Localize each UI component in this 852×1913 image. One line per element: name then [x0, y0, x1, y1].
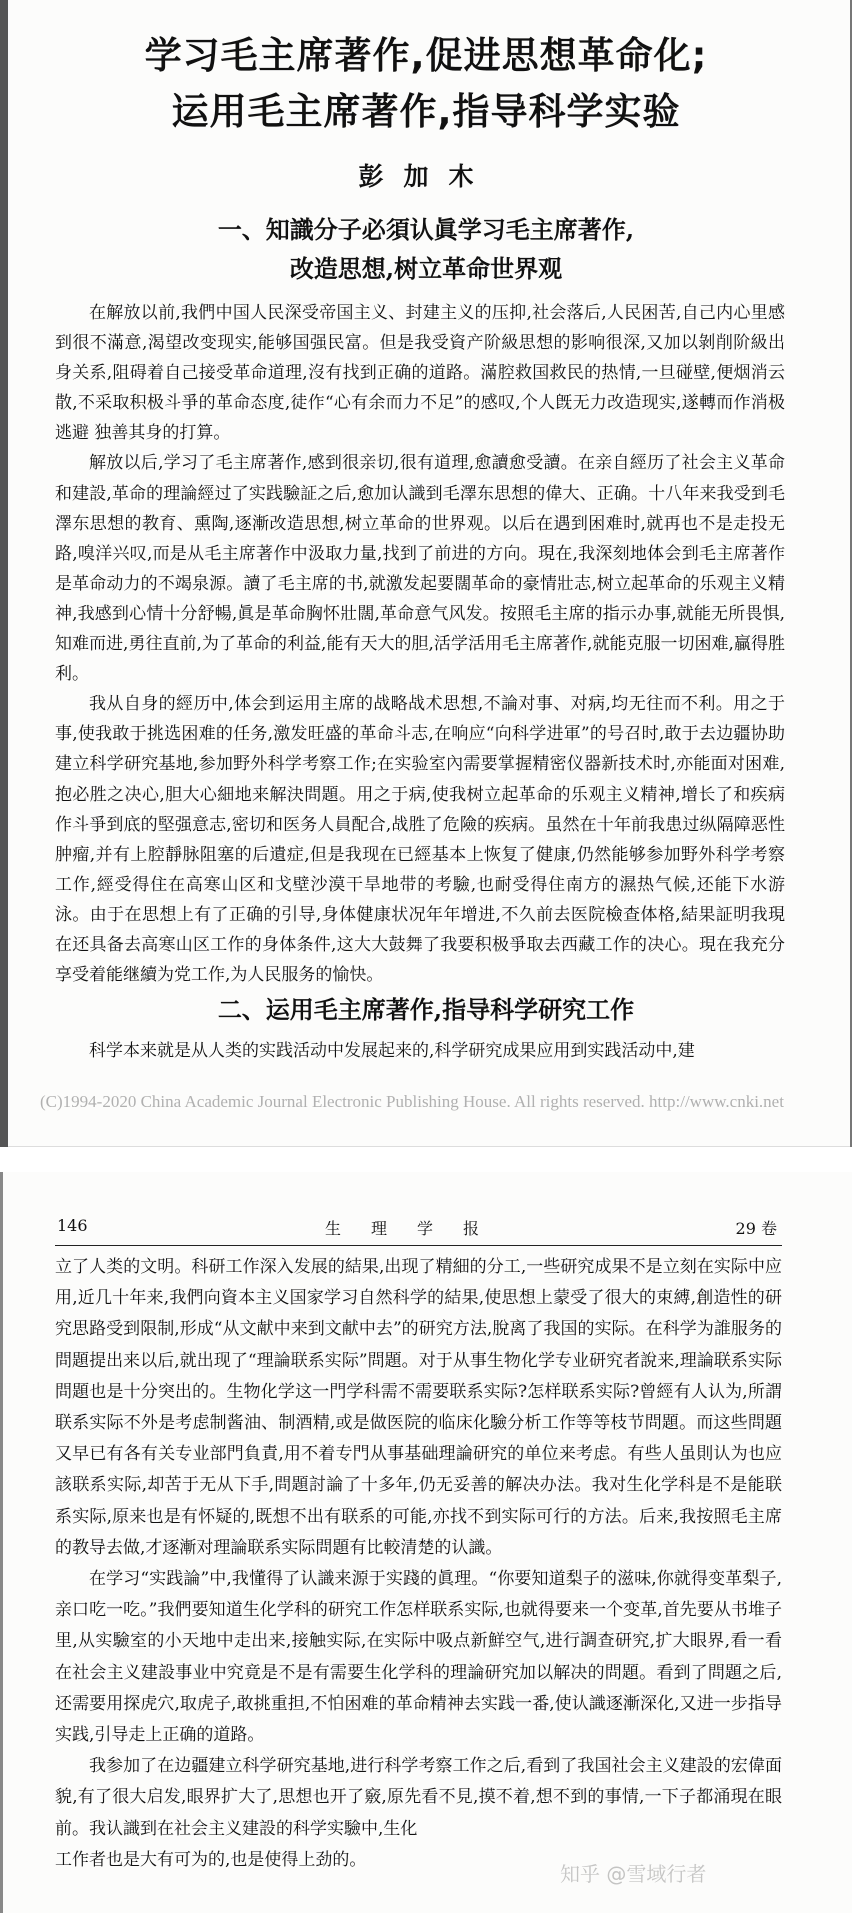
section-2-heading: 二、运用毛主席著作,指导科学研究工作 — [217, 995, 635, 1024]
paragraph: 科学本来就是从人类的实践活动中发展起来的,科学研究成果应用到实践活动中,建 — [89, 1041, 695, 1061]
paragraph: 在学习“实践論”中,我懂得了认識来源于实踐的眞理。“你要知道梨子的滋味,你就得变革梨子,亲口吃一吃。”我們要知道生化学科的研究工作怎样联系实际,也就得要来一个变革,首先要从书堆子里,从实驗室的小天地中走出来,接触实际,在实际中吸点新鮮空气,进行調查研究,扩大眼界,看一看在社会主义建設事业中究竟是不是有需要生化学科的理論研究加以解决的問題。看到了問題之后,还需要用探虎穴,取虎子,敢挑重担,不怕困难的革命精神去实践一番,使认識逐漸深化,又进一步指导实践,引导走上正确的道路。 — [55, 1569, 782, 1746]
section-1-body — [55, 298, 785, 990]
article-title-line-1: 学习毛主席著作,促进思想革命化; — [144, 34, 708, 77]
header-rule — [55, 1245, 782, 1246]
paragraph: 工作者也是大有可为的,也是使得上劲的。 — [55, 1849, 367, 1870]
journal-name: 生理学报 — [324, 1219, 509, 1238]
page-gap — [0, 1147, 852, 1172]
paragraph: 立了人类的文明。科研工作深入发展的結果,出现了精細的分工,一些研究成果不是立刻在实际中应用,近几十年来,我們向資本主义国家学习自然科学的結果,使思想上蒙受了很大的束縛,創造性的研究思路受到限制,形成“从文献中来到文献中去”的研究方法,脫离了我国的实际。在科学为誰服务的問題提出来以后,就出现了“理論联系实际”問題。对于从事生物化学专业研究者說来,理論联系实际問題也是十分突出的。生物化学这一門学科需不需要联系实际?怎样联系实际?曾經有人认为,所謂联系实际不外是考虑制酱油、制酒精,或是做医院的临床化驗分析工作等等枝节問題。而这些問題又早已有各有关专业部門負責,用不着专門从事基础理論研究的单位来考虑。有些人虽則认为也应該联系实际,却苦于无从下手,問題討論了十多年,仍无妥善的解决办法。我对生化学科是不是能联系实际,原来也是有怀疑的,既想不出有联系的可能,亦找不到实际可行的方法。后来,我按照毛主席的教导去做,才逐漸对理論联系实际問題有比較清楚的认識。 — [55, 1257, 782, 1558]
article-title-line-2: 运用毛主席著作,指导科学实验 — [171, 90, 681, 133]
watermark: 知乎 @雪域行者 — [560, 1862, 707, 1886]
page-number: 146 — [57, 1216, 88, 1235]
paragraph: 解放以后,学习了毛主席著作,感到很亲切,很有道理,愈讀愈受讀。在亲自經历了社会主义革命和建設,革命的理論經过了实践驗証之后,愈加认識到毛澤东思想的偉大、正确。十八年来我受到毛澤东思想的教育、熏陶,逐漸改造思想,树立革命的世界观。以后在遇到困难时,就再也不是走投无路,嗅洋兴叹,而是从毛主席著作中汲取力量,找到了前进的方向。現在,我深刻地体会到毛主席著作是革命动力的不竭泉源。讀了毛主席的书,就激发起要闊革命的豪情壯志,树立起革命的乐观主义精神,我感到心情十分舒暢,眞是革命胸怀壯闊,革命意气风发。按照毛主席的指示办事,就能无所畏惧,知难而进,勇往直前,为了革命的利益,能有天大的胆,活学活用毛主席著作,就能克服一切困难,贏得胜利。 — [55, 453, 785, 685]
paragraph: 我从自身的經历中,体会到运用主席的战略战术思想,不論对事、对病,均无往而不利。用之于事,使我敢于挑选困难的任务,激发旺盛的革命斗志,在响应“向科学进軍”的号召时,敢于去边疆协助建立科学研究基地,参加野外科学考察工作;在实验室內需要掌握精密仪器新技术时,亦能面对困难,抱必胜之决心,胆大心細地来解決問題。用之于病,使我树立起革命的乐观主义精神,增长了和疾病作斗爭到底的堅强意志,密切和医务人員配合,战胜了危險的疾病。虽然在十年前我患过纵隔障恶性肿瘤,并有上腔靜脉阻塞的后遺症,但是我现在已經基本上恢复了健康,仍然能够参加野外科学考察工作,經受得住在高寒山区和戈壁沙漠干旱地带的考驗,也耐受得住南方的濕热气候,还能下水游泳。由于在思想上有了正确的引导,身体健康状况年年增进,不久前去医院檢查体格,結果証明我現在还具备去高寒山区工作的身体条件,这大大鼓舞了我要积极爭取去西藏工作的决心。現在我充分享受着能继續为党工作,为人民服务的愉快。 — [55, 694, 785, 986]
section-1-heading-line-1: 一、知識分子必須认眞学习毛主席著作, — [217, 215, 635, 244]
paragraph: 我参加了在边疆建立科学研究基地,进行科学考察工作之后,看到了我国社会主义建設的宏偉面貌,有了很大启发,眼界扩大了,思想也开了竅,原先看不見,摸不着,想不到的事情,一下子都涌現在眼前。我认識到在社会主义建設的科学实驗中,生化 — [55, 1756, 782, 1839]
running-header — [57, 1216, 777, 1240]
journal-page-bottom — [0, 1172, 852, 1913]
section-1-heading-line-2: 改造思想,树立革命世界观 — [289, 254, 563, 283]
volume-label: 29 卷 — [735, 1219, 777, 1238]
article-author: 彭加木 — [358, 162, 494, 191]
paragraph: 在解放以前,我們中国人民深受帝国主义、封建主义的压抑,社会落后,人民困苦,自己内心里感到很不滿意,渴望改变现实,能够国强民富。但是我受資产阶級思想的影响很深,又加以剝削阶級出身关系,阻碍着自己接受革命道理,沒有找到正确的道路。滿腔救国救民的热情,一旦碰壁,便烟消云散,不采取积极斗爭的革命态度,徒作“心有余而力不足”的感叹,个人旣无力改造现实,遂轉而作消极逃避 独善其身的打算。 — [55, 303, 785, 444]
copyright-footer: (C)1994-2020 China Academic Journal Electronic Publishing House. All rights reserved. http://www.cnki.net — [40, 1092, 784, 1111]
continued-body — [55, 1252, 782, 1876]
section-2-body — [55, 1036, 785, 1066]
scan-left-border — [0, 1172, 3, 1913]
